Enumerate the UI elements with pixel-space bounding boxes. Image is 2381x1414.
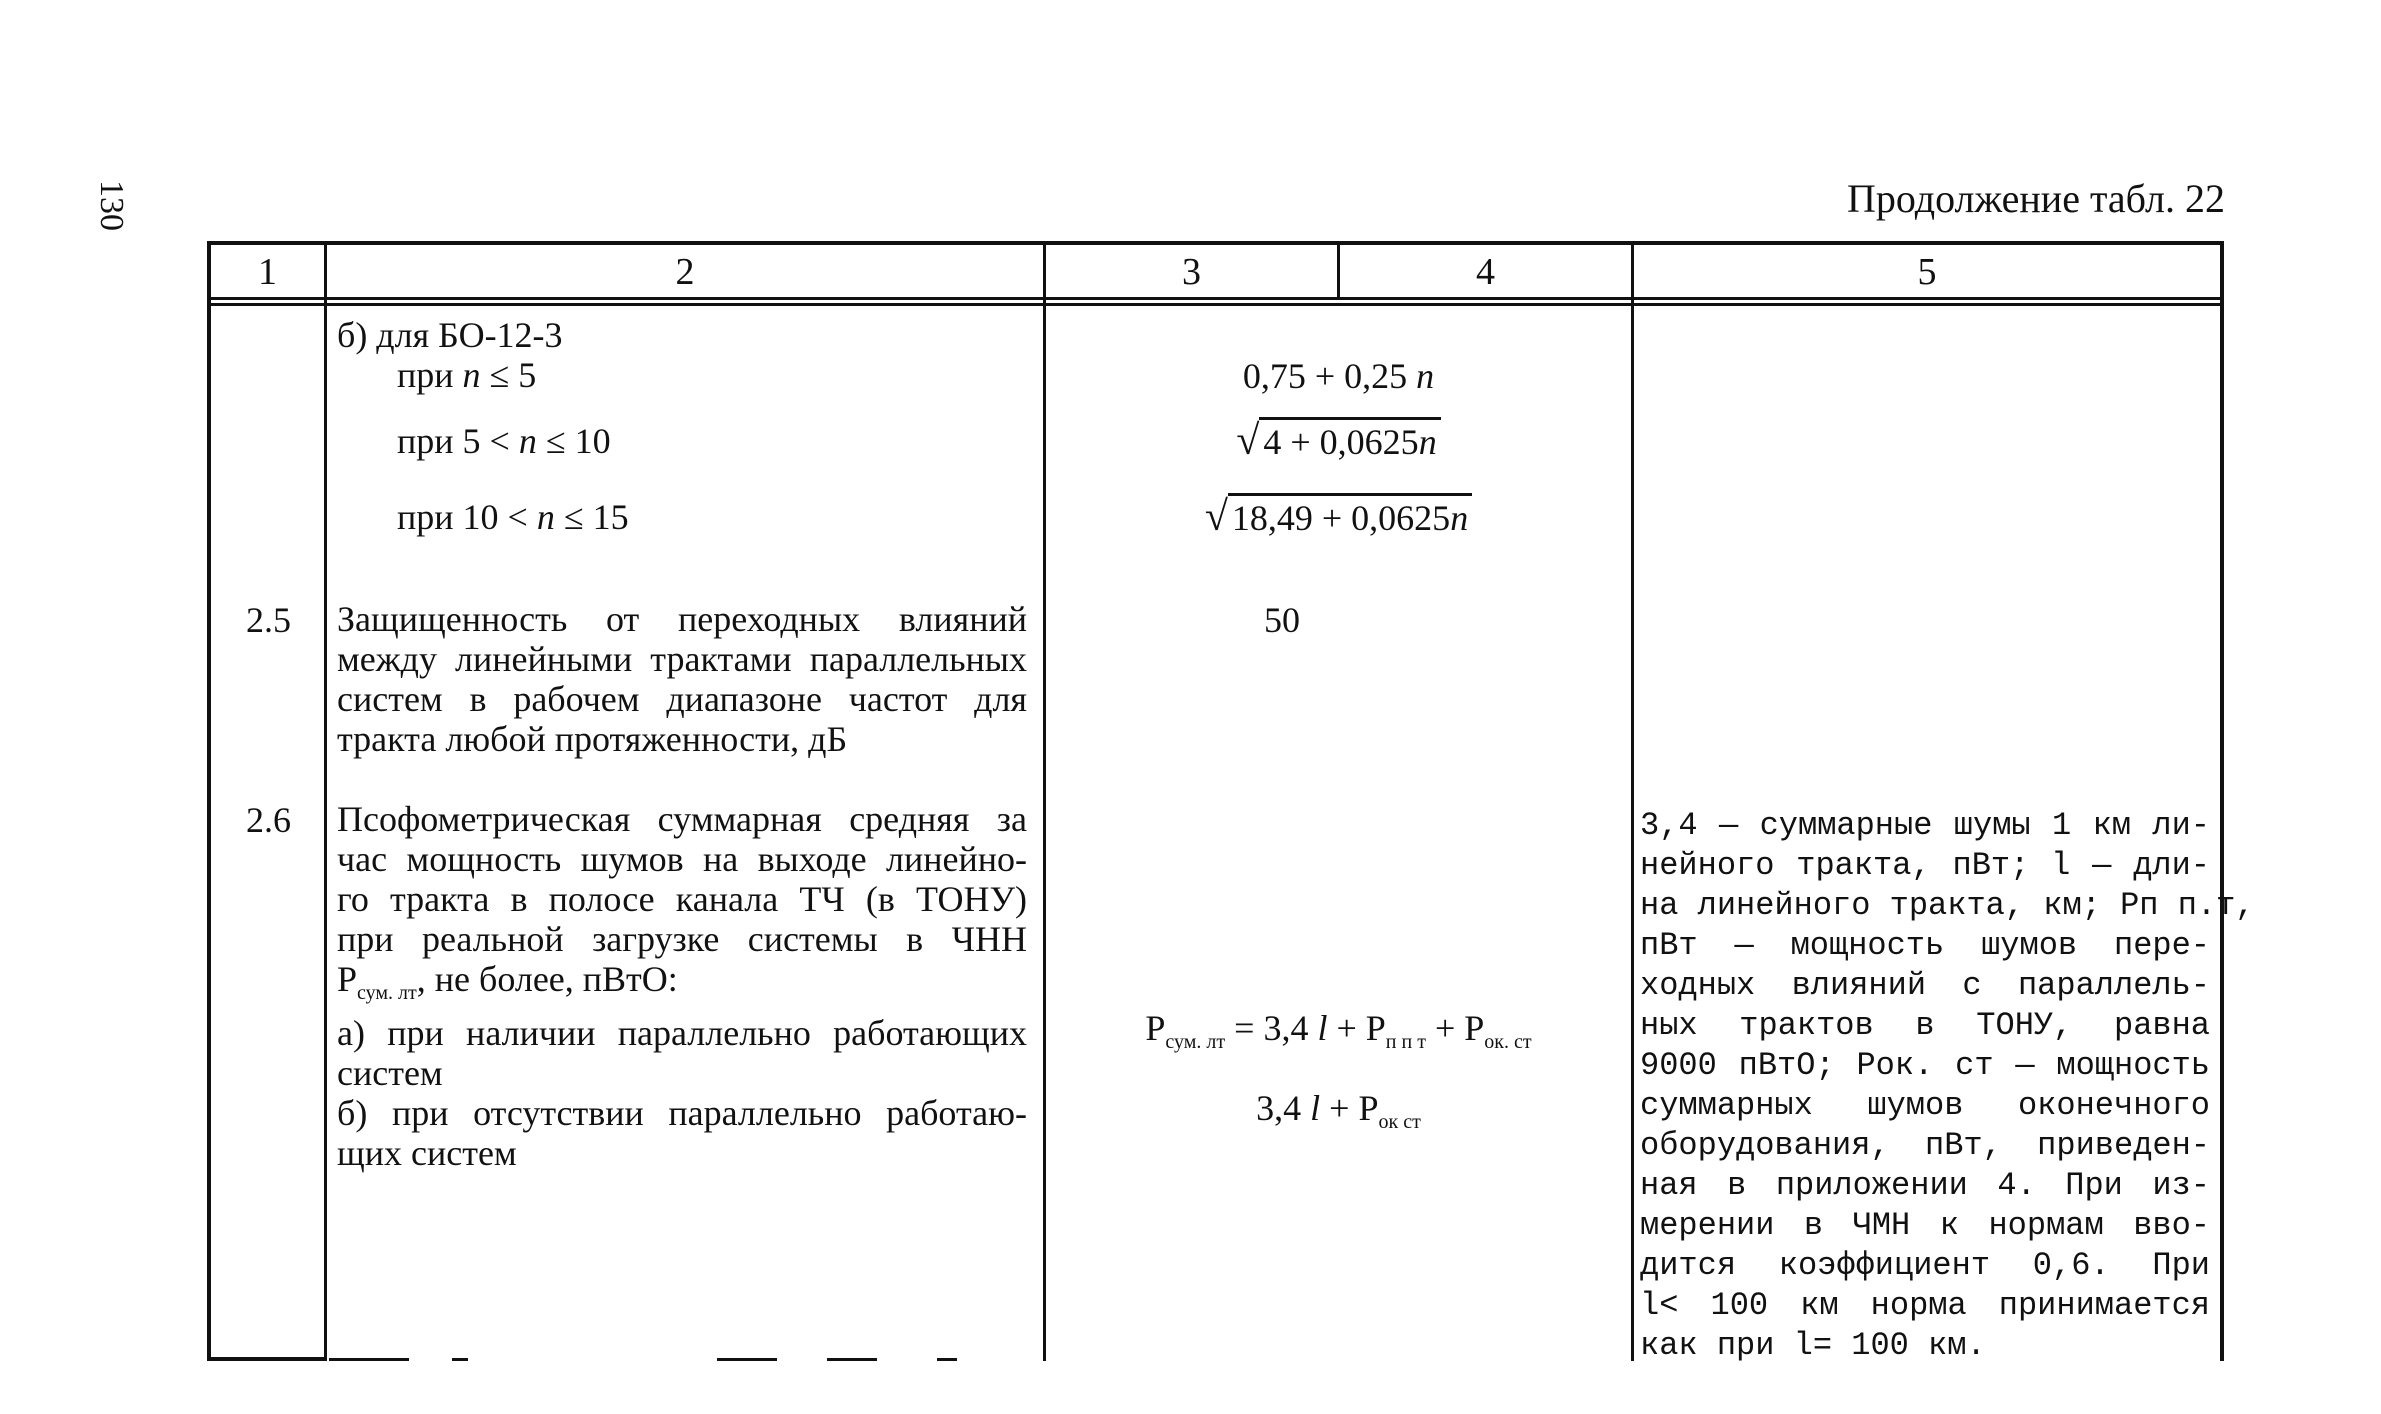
note-line: суммарных шумов оконечного (1640, 1087, 2210, 1124)
bottom-dash-1 (329, 1358, 409, 1361)
bo-condition-1: при n ≤ 5 (397, 355, 537, 395)
note-line: пВт — мощность шумов пере- (1640, 927, 2210, 964)
header-col-5: 5 (1917, 251, 1937, 293)
note-line: как при l= 100 км. (1640, 1327, 1986, 1364)
note-line: ходных влияний с параллель- (1640, 967, 2210, 1004)
col-divider-4 (1631, 241, 1634, 1361)
bottom-dash-4 (827, 1358, 877, 1361)
table-caption: Продолжение табл. 22 (1847, 176, 2225, 221)
note-line: ная в приложении 4. При из- (1640, 1167, 2210, 1204)
bo-formula-3: √ 18,49 + 0,0625n (1046, 493, 1631, 541)
bo-formula-1: 0,75 + 0,25 n (1242, 356, 1435, 396)
note-line: дится коэффициент 0,6. При (1640, 1247, 2210, 1284)
bo-formula-2: √ 4 + 0,0625n (1046, 417, 1631, 465)
note-line: ных трактов в ТОНУ, равна (1640, 1007, 2210, 1044)
header-col-1: 1 (258, 251, 277, 293)
note-line: l< 100 км норма принимается (1640, 1287, 2210, 1324)
header-col-3: 3 (1182, 251, 1201, 293)
bo-condition-2: при 5 < n ≤ 10 (397, 421, 611, 461)
norms-table (207, 241, 2255, 1364)
row-2-5-number: 2.5 (246, 600, 291, 640)
bo-condition-3: при 10 < n ≤ 15 (397, 497, 629, 537)
row-2-6-number: 2.6 (246, 800, 291, 840)
header-bottom-line-2 (207, 303, 2224, 306)
bottom-dash-3 (717, 1358, 777, 1361)
row-2-6-formula-b: 3,4 $l + Р_{ок ст}$ (1256, 1088, 1421, 1133)
row-2-6-text: Псофометрическая суммарная средняя за час мощность шумов на выходе линейно- го тракта в полосе канала ТЧ (в ТОНУ) при реальной загрузке системы в ЧНН $Р_{сум. лт}$, не более, пВтО: а) при наличии параллельно работающих систем б) при отсутствии параллельно работаю- щих систем (337, 799, 1027, 1173)
row-2-6-formula-a: $Р_{сум. лт} = 3,4$ $l + Р_{п п т} + Р_{ок. ст}$ (1145, 1008, 1532, 1053)
note-line: нейного тракта, пВт; l — дли- (1640, 847, 2210, 884)
row-2-5-value: 50 (1264, 600, 1300, 640)
bottom-dash-2 (452, 1358, 468, 1361)
header-col-4: 4 (1476, 251, 1495, 293)
bottom-line-col1 (207, 1357, 327, 1361)
header-col-2: 2 (675, 251, 695, 293)
col-divider-2 (1043, 241, 1046, 1361)
page-number: 130 (93, 180, 130, 231)
bo-title: б) для БО-12-3 (337, 315, 563, 355)
bottom-dash-5 (937, 1358, 957, 1361)
note-line: 9000 пВтО; Рок. ст — мощность (1640, 1047, 2210, 1084)
note-line: оборудования, пВт, приведен- (1640, 1127, 2210, 1164)
row-2-6-note (1640, 806, 2255, 1366)
note-line: на линейного тракта, км; Рп п.т, (1640, 887, 2255, 924)
note-line: мерении в ЧМН к нормам вво- (1640, 1207, 2210, 1244)
note-line: 3,4 — суммарные шумы 1 км ли- (1640, 807, 2210, 844)
row-2-5-text: Защищенность от переходных влияний между линейными трактами параллельных систем в рабочем диапазоне частот для тракта любой протяженности, дБ (337, 599, 1027, 759)
